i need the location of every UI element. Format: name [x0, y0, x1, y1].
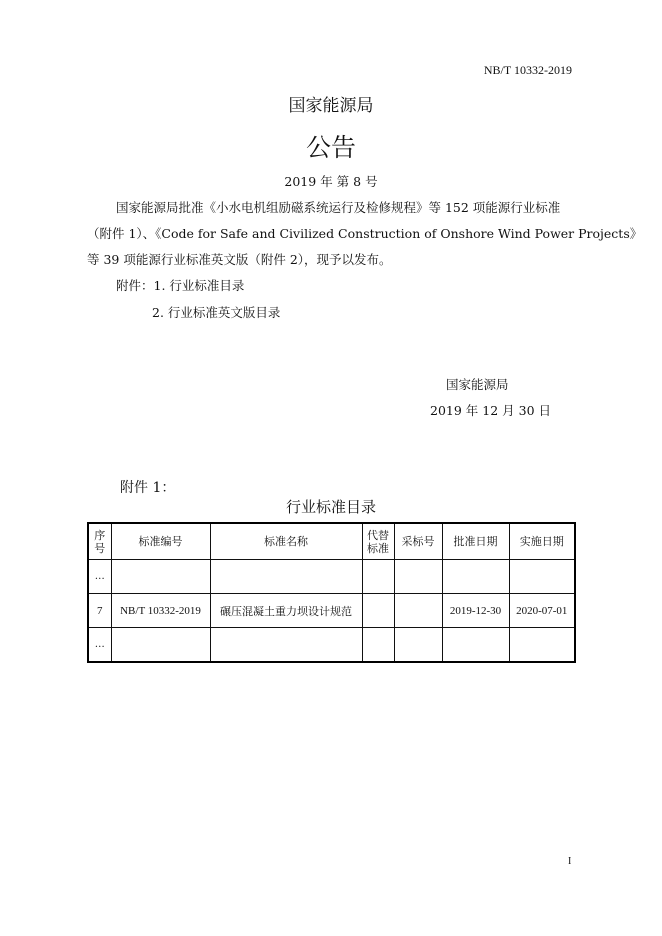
table-row [88, 628, 575, 663]
announcement-title: 公告 [305, 133, 356, 162]
cell-adopted-no [394, 560, 442, 594]
cell-replaces [362, 628, 394, 663]
table-header-row [88, 523, 575, 560]
cell-std-name: 碾压混凝土重力坝设计规范 [210, 594, 362, 628]
header-std-name: 标准名称 [210, 523, 362, 560]
cell-adopted-no [394, 628, 442, 663]
cell-std-name [210, 560, 362, 594]
cell-replaces [362, 594, 394, 628]
table-title: 行业标准目录 [285, 498, 376, 516]
cell-effective-date: 2020-07-01 [509, 594, 575, 628]
cell-replaces [362, 560, 394, 594]
signature-org: 国家能源局 [446, 377, 509, 392]
cell-effective-date [509, 628, 575, 663]
attachment-label: 附件 1： [120, 480, 176, 496]
standards-table [87, 522, 576, 663]
cell-approval-date [442, 628, 509, 663]
header-adopted-no: 采标号 [394, 523, 442, 560]
cell-effective-date [509, 560, 575, 594]
page-number: I [568, 856, 572, 867]
cell-adopted-no [394, 594, 442, 628]
cell-seq: … [88, 628, 111, 663]
cell-std-code [111, 628, 210, 663]
header-approval-date: 批准日期 [442, 523, 509, 560]
standard-code: NB/T 10332-2019 [483, 63, 572, 77]
attachment-item-1: 附件：1. 行业标准目录 [116, 278, 245, 293]
table-row [88, 560, 575, 594]
body-text-line-1: 国家能源局批准《小水电机组励磁系统运行及检修规程》等 152 项能源行业标准 [116, 200, 561, 215]
body-text-line-3: 等 39 项能源行业标准英文版（附件 2），现予以发布。 [87, 252, 392, 267]
issuer-title: 国家能源局 [288, 96, 374, 116]
document-number: 2019 年 第 8 号 [284, 174, 378, 189]
cell-std-code: NB/T 10332-2019 [111, 594, 210, 628]
header-replaces: 代替标准 [362, 523, 394, 560]
cell-std-code [111, 560, 210, 594]
signature-date: 2019 年 12 月 30 日 [430, 403, 551, 418]
table-row [88, 594, 575, 628]
cell-std-name [210, 628, 362, 663]
body-text-line-2: （附件 1）、《Code for Safe and Civilized Construction of Onshore Wind Power Projects》 [87, 226, 643, 241]
attachment-item-2: 2. 行业标准英文版目录 [152, 305, 281, 320]
cell-seq: … [88, 560, 111, 594]
header-seq: 序号 [88, 523, 111, 560]
cell-approval-date: 2019-12-30 [442, 594, 509, 628]
cell-approval-date [442, 560, 509, 594]
cell-seq: 7 [88, 594, 111, 628]
header-effective-date: 实施日期 [509, 523, 575, 560]
header-std-code: 标准编号 [111, 523, 210, 560]
